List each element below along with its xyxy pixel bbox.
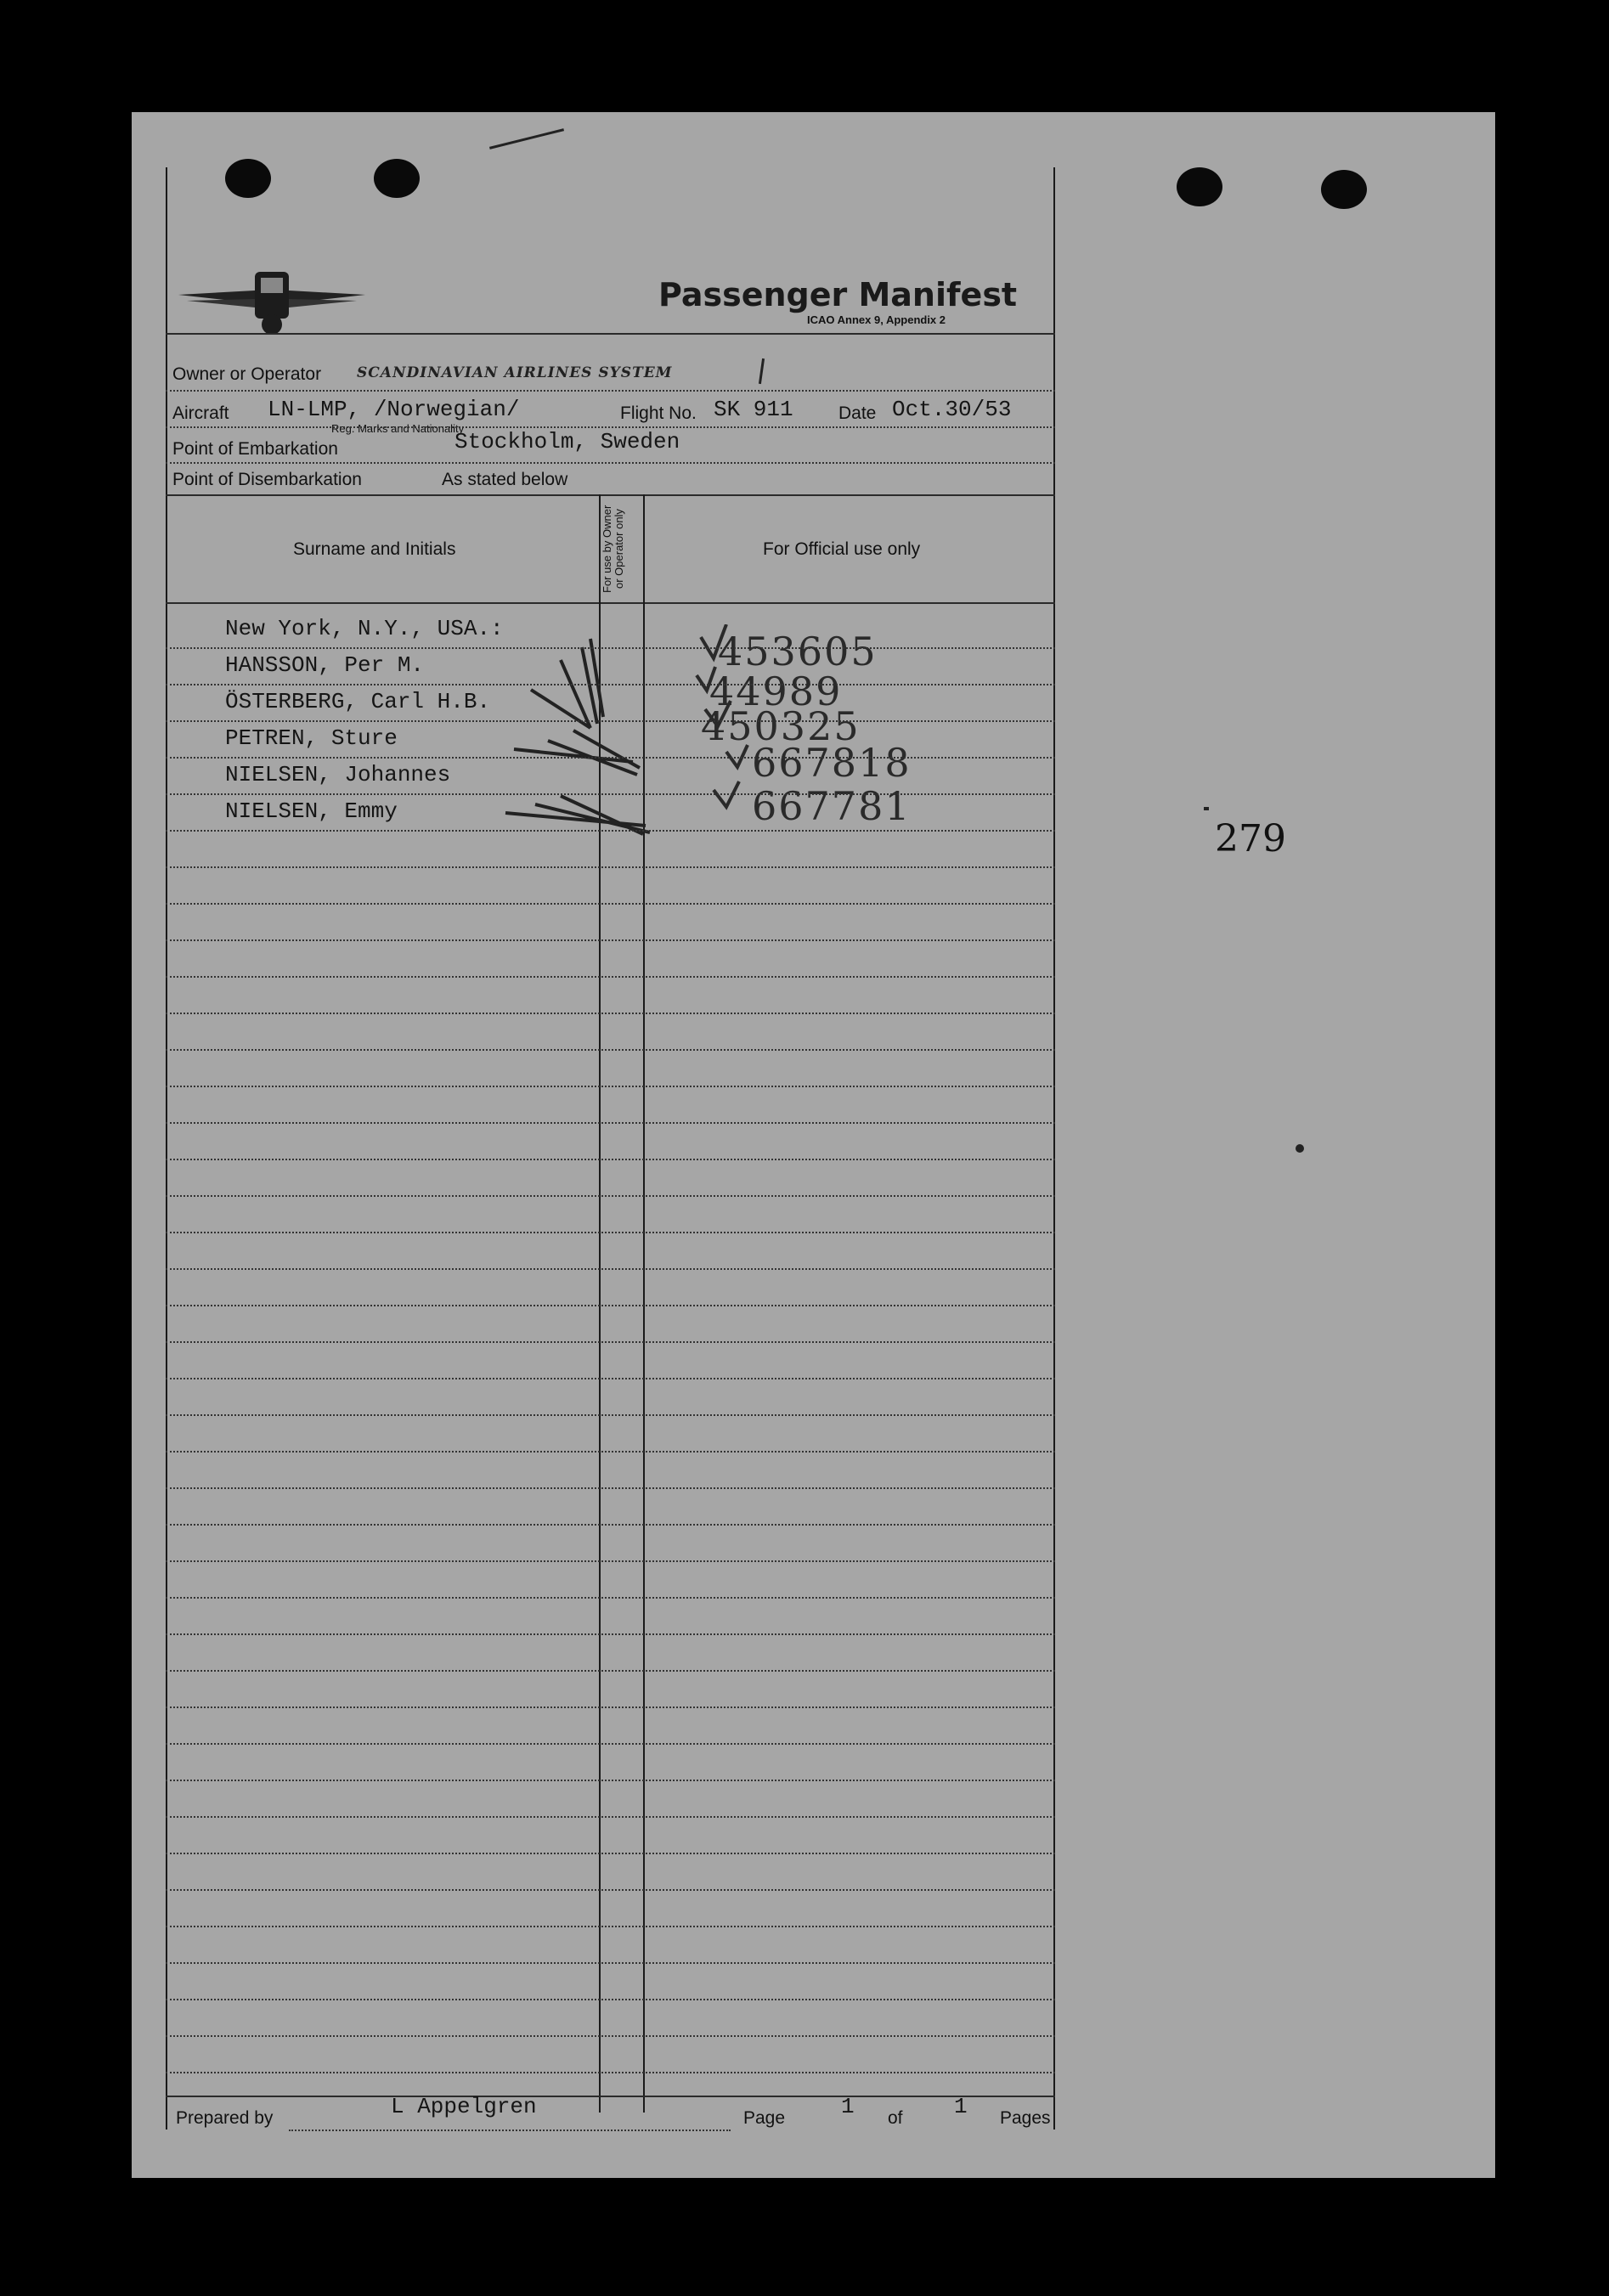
ruled-line — [166, 1305, 1055, 1306]
ruled-line — [166, 1743, 1055, 1745]
passenger-name: ÖSTERBERG, Carl H.B. — [225, 689, 491, 714]
ruled-line — [166, 1232, 1055, 1233]
ruled-line — [166, 1268, 1055, 1270]
official-use-entry: 450325 — [701, 703, 861, 749]
ruled-line — [166, 1670, 1055, 1672]
aircraft-label: Aircraft — [172, 403, 229, 423]
flight-value: SK 911 — [714, 397, 793, 422]
stamped-page-number: 279 — [1215, 817, 1286, 860]
ruled-line — [166, 1633, 1055, 1635]
form-title: Passenger Manifest — [658, 276, 1018, 313]
ruled-line — [166, 976, 1055, 978]
ruled-line — [166, 720, 1055, 722]
ruled-line — [166, 2072, 1055, 2073]
ink-dot — [1296, 1144, 1304, 1153]
aircraft-rule — [166, 426, 1055, 428]
ruled-line — [166, 1706, 1055, 1708]
embarkation-rule — [166, 462, 1055, 464]
ruled-line — [166, 1853, 1055, 1854]
column-header-official: For Official use only — [763, 539, 921, 559]
winged-crest-logo — [174, 265, 370, 341]
ruled-line — [166, 1414, 1055, 1416]
passenger-name: NIELSEN, Johannes — [225, 762, 451, 787]
of-value: 1 — [954, 2094, 968, 2119]
reg-marks-note: Reg. Marks and Nationality — [331, 422, 465, 435]
ruled-line — [166, 1013, 1055, 1014]
table-row — [166, 668, 1058, 720]
table-row — [166, 703, 1058, 757]
owner-label: Owner or Operator — [172, 364, 322, 384]
of-label: of — [888, 2108, 903, 2128]
official-use-entry: 667818 — [752, 740, 912, 786]
table-row — [166, 740, 1058, 793]
ruled-line — [166, 757, 1055, 759]
manifest-form — [166, 167, 1058, 2138]
prepared-by-line — [289, 2130, 731, 2131]
pages-label: Pages — [1000, 2108, 1051, 2128]
table-row — [166, 783, 1058, 830]
ruled-line — [166, 1451, 1055, 1453]
embarkation-label: Point of Embarkation — [172, 439, 338, 459]
page-label: Page — [743, 2108, 786, 2128]
ruled-line — [166, 2035, 1055, 2037]
official-use-entry: 453605 — [718, 629, 878, 674]
table-row — [166, 611, 1058, 647]
ruled-line — [166, 830, 1055, 832]
ruled-line — [166, 1122, 1055, 1124]
table-row — [166, 629, 1058, 684]
date-label: Date — [838, 403, 877, 423]
passenger-name: New York, N.Y., USA.: — [225, 616, 504, 641]
column-header-operator: For use by Owner or Operator only — [601, 505, 625, 593]
ruled-line — [166, 793, 1055, 795]
punch-hole — [1177, 167, 1222, 206]
flight-label: Flight No. — [620, 403, 697, 423]
owner-value: SCANDINAVIAN AIRLINES SYSTEM — [357, 364, 673, 381]
ruled-line — [166, 647, 1055, 649]
ruled-line — [166, 1487, 1055, 1489]
ruled-line — [166, 1926, 1055, 1927]
official-use-entry: 44989 — [709, 668, 843, 714]
ruled-line — [166, 1780, 1055, 1781]
pen-mark — [489, 128, 564, 149]
ruled-line — [166, 1597, 1055, 1599]
ruled-line — [166, 903, 1055, 905]
ruled-line — [166, 684, 1055, 685]
page-value: 1 — [841, 2094, 855, 2119]
ruled-line — [166, 939, 1055, 941]
ruled-line — [166, 1889, 1055, 1891]
title-rule — [166, 333, 1055, 335]
prepared-by-value: L Appelgren — [391, 2094, 537, 2119]
ruled-line — [166, 1524, 1055, 1526]
owner-rule — [166, 390, 1055, 392]
ruled-line — [166, 1999, 1055, 2000]
owner-mark — [759, 358, 765, 384]
disembarkation-label: Point of Disembarkation — [172, 470, 362, 489]
column-header-rule — [166, 602, 1055, 604]
header-rule — [166, 494, 1055, 496]
column-header-name: Surname and Initials — [293, 539, 456, 559]
passenger-name: PETREN, Sture — [225, 725, 398, 751]
footer-rule — [166, 2096, 1055, 2097]
passenger-name: HANSSON, Per M. — [225, 652, 425, 678]
official-use-entry: 667781 — [752, 783, 912, 829]
ruled-line — [166, 866, 1055, 868]
embarkation-value: Stockholm, Sweden — [454, 429, 680, 454]
aircraft-value: LN-LMP, /Norwegian/ — [268, 397, 520, 422]
prepared-by-label: Prepared by — [176, 2108, 274, 2128]
ruled-line — [166, 1560, 1055, 1562]
disembarkation-value: As stated below — [442, 470, 568, 489]
ruled-line — [166, 1816, 1055, 1818]
form-subtitle: ICAO Annex 9, Appendix 2 — [807, 313, 946, 326]
ink-dot — [1204, 807, 1209, 810]
ruled-line — [166, 1159, 1055, 1160]
ruled-line — [166, 1195, 1055, 1197]
ruled-line — [166, 1086, 1055, 1087]
document-sheet — [132, 112, 1495, 2178]
ruled-line — [166, 1341, 1055, 1343]
date-value: Oct.30/53 — [892, 397, 1012, 422]
passenger-name: NIELSEN, Emmy — [225, 798, 398, 824]
ruled-line — [166, 1378, 1055, 1379]
ruled-line — [166, 1049, 1055, 1051]
ruled-line — [166, 1962, 1055, 1964]
punch-hole — [1321, 170, 1367, 209]
handwritten-check-marks — [688, 624, 790, 837]
